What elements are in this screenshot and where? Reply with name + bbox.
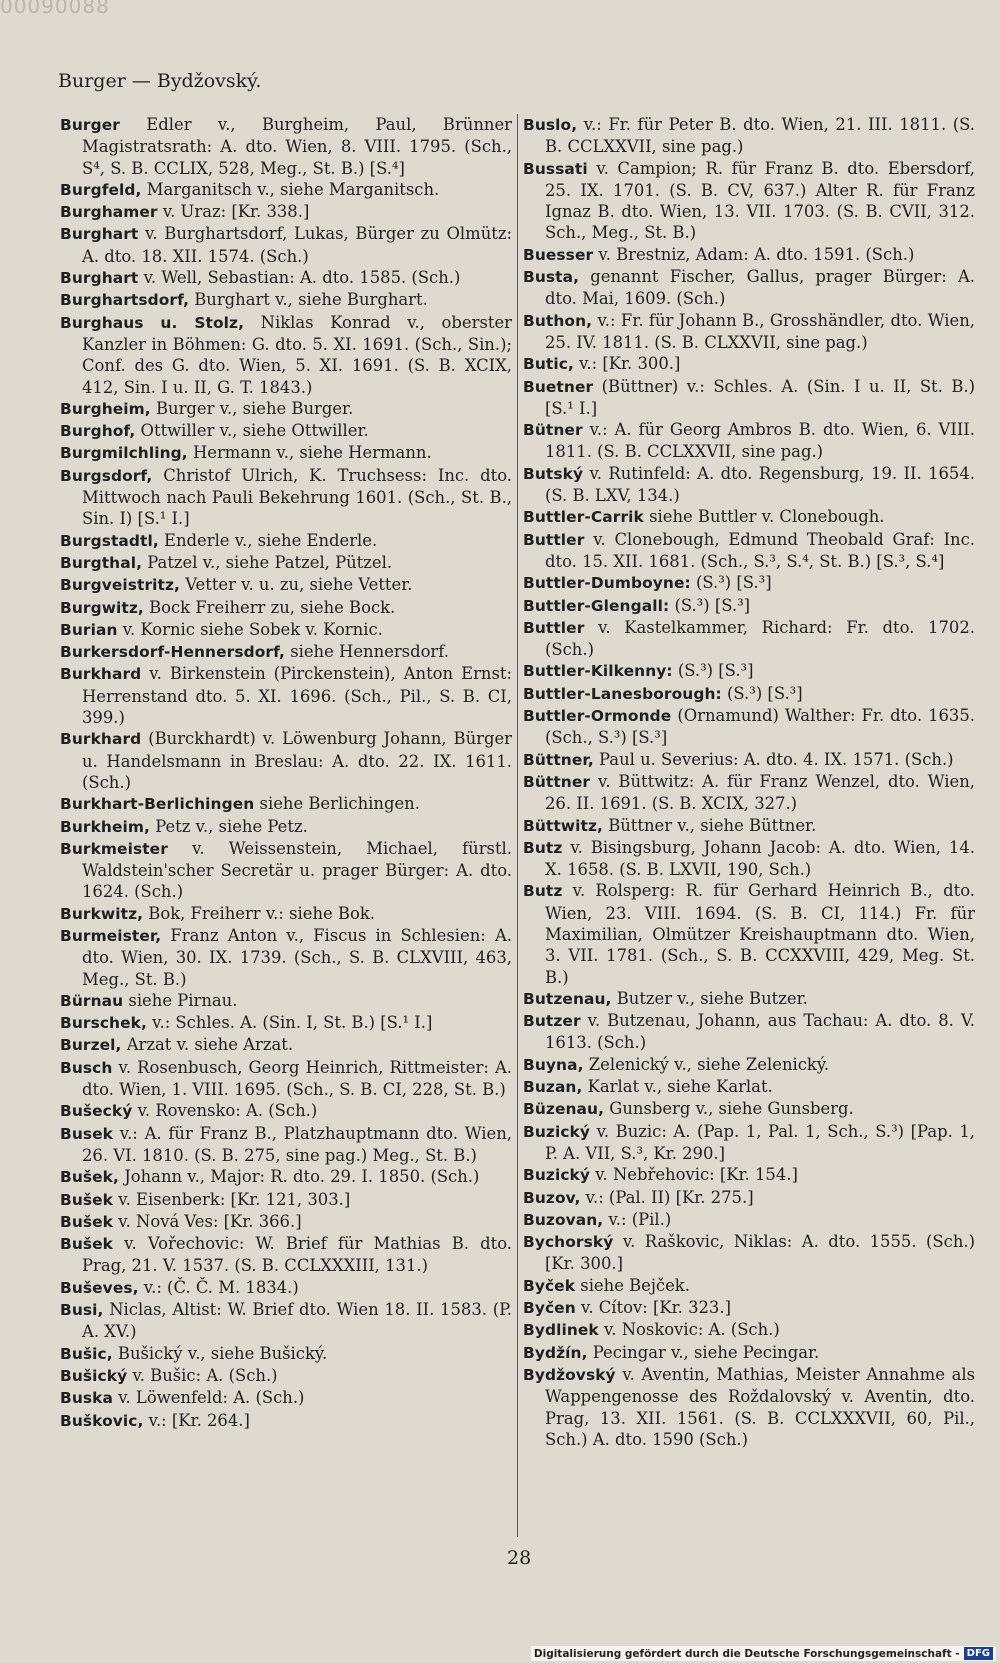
entry-text: v. Kastelkammer, Richard: Fr. dto. 1702. (Sch.)	[545, 617, 975, 660]
entry-headword: Busta,	[523, 268, 580, 287]
entry-text: v. Cítov: [Kr. 323.]	[581, 1298, 731, 1318]
dictionary-entry	[60, 442, 512, 464]
entry-headword: Burmeister,	[60, 926, 162, 945]
entry-headword: Buetner	[523, 377, 594, 396]
entry-headword: Burgthal,	[60, 553, 143, 572]
dictionary-entry	[523, 376, 975, 420]
dictionary-entry	[523, 1098, 975, 1120]
dictionary-entry	[523, 1364, 975, 1450]
dictionary-entry	[523, 660, 975, 682]
entry-headword: Büzenau,	[523, 1100, 605, 1119]
entry-text: (Burckhardt) v. Löwenburg Johann, Bürger u. Handelsmann in Breslau: A. dto. 22. IX. 1611. (Sch.)	[82, 729, 512, 792]
entry-text: Ottwiller v., siehe Ottwiller.	[140, 421, 369, 441]
entry-text: (S.³) [S.³]	[677, 661, 754, 681]
page-number: 28	[507, 1547, 532, 1569]
entry-text: v. Campion; R. für Franz B. dto. Ebersdorf, 25. IX. 1701. (S. B. CV, 637.) Alter R. für Franz Ignaz B. dto. Wien, 13. VII. 1703. (S. B. CVII, 312. Sch., Meg., St. B.)	[545, 158, 975, 243]
dictionary-entry	[523, 1342, 975, 1364]
entry-text: siehe Buttler v. Clonebough.	[649, 507, 885, 527]
entry-text: (S.³) [S.³]	[674, 595, 751, 615]
entry-text: Zelenický v., siehe Zelenický.	[588, 1054, 830, 1074]
entry-headword: Burkmeister	[60, 839, 168, 858]
entry-headword: Bušek	[60, 1190, 114, 1209]
entry-headword: Burghart	[60, 269, 139, 288]
dictionary-entry	[523, 1054, 975, 1076]
entry-headword: Buesser	[523, 245, 594, 264]
entry-text: v. Eisenberk: [Kr. 121, 303.]	[118, 1189, 351, 1209]
entry-text: v. Buzic: A. (Pap. 1, Pal. 1, Sch., S.³) [Pap. 1, P. A. VII, S.³, Kr. 290.]	[545, 1121, 975, 1163]
entry-headword: Butský	[523, 464, 584, 483]
dictionary-entry	[60, 1166, 512, 1188]
entry-headword: Busek	[60, 1124, 114, 1143]
entry-text: siehe Bejček.	[580, 1275, 690, 1295]
dictionary-entry	[60, 641, 512, 663]
dictionary-entry	[523, 463, 975, 507]
entry-text: v. Rosenbusch, Georg Heinrich, Rittmeister: A. dto. Wien, 1. VIII. 1695. (Sch., S. B. CI, 228, St. B.)	[82, 1057, 512, 1100]
entry-headword: Burgwitz,	[60, 598, 144, 617]
entry-headword: Buzický	[523, 1166, 591, 1185]
dictionary-entry	[523, 529, 975, 573]
entry-headword: Burkwitz,	[60, 904, 144, 923]
entry-headword: Buttler-Carrik	[523, 508, 644, 527]
entry-headword: Burkhart-Berlichingen	[60, 795, 255, 814]
entry-text: v. Kornic siehe Sobek v. Kornic.	[122, 619, 383, 639]
entry-headword: Buškovic,	[60, 1411, 144, 1430]
entry-headword: Bušic,	[60, 1344, 113, 1363]
dictionary-entry	[60, 1233, 512, 1277]
dictionary-entry	[523, 244, 975, 266]
entry-headword: Buska	[60, 1389, 113, 1408]
dictionary-entry	[60, 398, 512, 420]
entry-headword: Buttler	[523, 618, 585, 637]
entry-headword: Busi,	[60, 1301, 104, 1320]
dictionary-entry	[523, 749, 975, 771]
entry-text: (Ornamund) Walther: Fr. dto. 1635. (Sch., S.³) [S.³]	[545, 706, 975, 748]
entry-text: (S.³) [S.³]	[727, 683, 803, 703]
entry-headword: Butzer	[523, 1012, 581, 1031]
entry-headword: Buttler-Ormonde	[523, 707, 672, 726]
entry-text: siehe Pirnau.	[128, 990, 238, 1010]
entry-headword: Buslo,	[523, 116, 578, 134]
dictionary-entry	[60, 1365, 512, 1387]
dictionary-entry	[523, 572, 975, 594]
entry-headword: Burzel,	[60, 1036, 122, 1055]
dictionary-entry	[60, 530, 512, 552]
entry-headword: Burger	[60, 116, 120, 134]
entry-headword: Burkhard	[60, 665, 142, 684]
dictionary-entry	[60, 312, 512, 398]
dictionary-entry	[60, 179, 512, 201]
entry-text: v. Well, Sebastian: A. dto. 1585. (Sch.)	[143, 268, 461, 288]
entry-text: Niclas, Altist: W. Brief dto. Wien 18. II. 1583. (P. A. XV.)	[82, 1300, 512, 1342]
dictionary-entry	[523, 1231, 975, 1275]
dictionary-entry	[523, 1121, 975, 1165]
dictionary-entry	[60, 574, 512, 596]
entry-headword: Burkheim,	[60, 817, 150, 836]
entry-headword: Buttler-Dumboyne:	[523, 574, 691, 593]
dictionary-entry	[60, 1410, 512, 1432]
entry-headword: Bussati	[523, 159, 588, 178]
entry-text: v. Bušic: A. (Sch.)	[132, 1365, 278, 1385]
credit-text: Digitalisierung gefördert durch die Deutsche Forschungsgemeinschaft -	[533, 1647, 960, 1660]
entry-text: (Büttner) v.: Schles. A. (Sin. I u. II, St. B.) [S.¹ I.]	[545, 376, 975, 418]
entry-headword: Burkhard	[60, 730, 142, 749]
entry-headword: Buttler-Glengall:	[523, 596, 670, 615]
entry-headword: Burghamer	[60, 203, 158, 222]
entry-text: Patzel v., siehe Patzel, Pützel.	[147, 552, 393, 572]
dictionary-entry	[60, 1034, 512, 1056]
dictionary-entry	[523, 1297, 975, 1319]
dictionary-entry	[523, 683, 975, 705]
entry-headword: Byček	[523, 1276, 576, 1295]
dictionary-entry	[60, 838, 512, 903]
entry-text: v. Aventin, Mathias, Meister Annahme als Wappengenosse des Roždalovský v. Aventin, dto. Prag, 13. XII. 1561. (S. B. CCLXXXVII, 60, Pil., Sch.) A. dto. 1590 (Sch.)	[545, 1364, 975, 1449]
entry-headword: Büttner,	[523, 750, 594, 769]
dictionary-entry	[60, 1211, 512, 1233]
dictionary-entry	[523, 988, 975, 1010]
entry-headword: Butz	[523, 882, 563, 901]
dictionary-entry	[523, 310, 975, 354]
entry-headword: Buyna,	[523, 1055, 584, 1074]
dictionary-entry	[60, 1299, 512, 1343]
entry-text: v. Weissenstein, Michael, fürstl. Waldstein'scher Secretär u. prager Bürger: A. dto. 1624. (Sch.)	[82, 838, 512, 902]
entry-text: Enderle v., siehe Enderle.	[164, 530, 378, 550]
entry-headword: Bydžín,	[523, 1343, 588, 1362]
entry-headword: Burghartsdorf,	[60, 291, 190, 310]
dictionary-entry	[523, 114, 975, 158]
entry-text: Christof Ulrich, K. Truchsess: Inc. dto. Mittwoch nach Pauli Bekehrung 1601. (Sch., St. B., Sin. I) [S.¹ I.]	[82, 465, 512, 529]
digitization-credit	[531, 1646, 996, 1661]
dictionary-entry	[60, 990, 512, 1012]
entry-text: v. Bisingsburg, Johann Jacob: A. dto. Wien, 14. X. 1658. (S. B. LXVII, 190, Sch.)	[545, 837, 976, 880]
entry-headword: Buzovan,	[523, 1210, 604, 1229]
dictionary-entry	[523, 158, 975, 244]
dictionary-entry	[523, 771, 975, 815]
entry-text: siehe Hennersdorf.	[290, 642, 449, 662]
entry-headword: Butic,	[523, 355, 574, 374]
entry-text: Petz v., siehe Petz.	[155, 816, 308, 836]
entry-headword: Butz	[523, 838, 563, 857]
dictionary-entry	[523, 1209, 975, 1231]
entry-headword: Bušek	[60, 1212, 114, 1231]
entry-headword: Buzický	[523, 1122, 591, 1141]
entry-text: v. Nebřehovic: [Kr. 154.]	[595, 1165, 798, 1185]
dictionary-entry	[60, 114, 512, 179]
entry-text: v.: (Pal. II) [Kr. 275.]	[585, 1187, 754, 1207]
dictionary-entry	[60, 1123, 512, 1167]
dictionary-entry	[60, 903, 512, 925]
entry-headword: Busch	[60, 1058, 113, 1077]
scan-id: 00090088	[0, 0, 110, 18]
entry-headword: Burgheim,	[60, 399, 151, 418]
entry-text: Büttner v., siehe Büttner.	[608, 815, 817, 835]
dictionary-entry	[523, 353, 975, 375]
dictionary-entry	[60, 223, 512, 267]
entry-headword: Büttwitz,	[523, 816, 603, 835]
entry-text: v. Rovensko: A. (Sch.)	[137, 1101, 318, 1121]
entry-headword: Burgmilchling,	[60, 444, 188, 463]
entry-text: Hermann v., siehe Hermann.	[192, 443, 432, 463]
entry-headword: Burghof,	[60, 422, 136, 441]
entry-headword: Burkersdorf-Hennersdorf,	[60, 643, 285, 662]
entry-text: Niklas Konrad v., oberster Kanzler in Böhmen: G. dto. 5. XI. 1691. (Sch., Sin.); Conf. des G. dto. Wien, 5. XI. 1691. (S. B. XCIX, 412, Sin. I u. II, G. T. 1843.)	[82, 312, 512, 397]
entry-headword: Bušický	[60, 1366, 128, 1385]
entry-text: v. Löwenfeld: A. (Sch.)	[118, 1388, 305, 1408]
entry-text: Marganitsch v., siehe Marganitsch.	[146, 179, 440, 199]
entry-text: Bušický v., siehe Bušický.	[117, 1343, 328, 1363]
dictionary-entry	[60, 925, 512, 990]
entry-text: v.: (Pil.)	[608, 1209, 672, 1229]
entry-text: Johann v., Major: R. dto. 29. I. 1850. (Sch.)	[124, 1167, 480, 1187]
entry-headword: Bydžovský	[523, 1365, 616, 1384]
dictionary-entry	[523, 1164, 975, 1186]
entry-text: v.: Schles. A. (Sin. I, St. B.) [S.¹ I.]	[152, 1013, 433, 1033]
dictionary-entry	[60, 619, 512, 641]
entry-text: v. Rutinfeld: A. dto. Regensburg, 19. II. 1654. (S. B. LXV, 134.)	[545, 463, 975, 506]
entry-text: Arzat v. siehe Arzat.	[126, 1035, 294, 1055]
dfg-logo: DFG	[964, 1647, 993, 1660]
entry-text: (S.³) [S.³]	[695, 573, 772, 593]
entry-text: Butzer v., siehe Butzer.	[616, 988, 808, 1008]
entry-text: Gunsberg v., siehe Gunsberg.	[609, 1099, 854, 1119]
entry-headword: Bušek,	[60, 1168, 119, 1187]
dictionary-entry	[60, 816, 512, 838]
entry-text: v. Vořechovic: W. Brief für Mathias B. dto. Prag, 21. V. 1537. (S. B. CCLXXXIII, 131.)	[82, 1234, 512, 1276]
entry-headword: Burgstadtl,	[60, 531, 159, 550]
dictionary-entry	[60, 663, 512, 728]
entry-headword: Bürnau	[60, 991, 124, 1010]
dictionary-entry	[60, 1057, 512, 1101]
entry-headword: Byčen	[523, 1299, 576, 1318]
entry-text: v.: A. für Franz B., Platzhauptmann dto. Wien, 26. VI. 1810. (S. B. 275, sine pag.) Meg., St. B.)	[82, 1123, 512, 1165]
entry-text: siehe Berlichingen.	[259, 794, 420, 814]
entry-text: v. Noskovic: A. (Sch.)	[603, 1320, 780, 1340]
entry-text: v. Raškovic, Niklas: A. dto. 1555. (Sch.) [Kr. 300.]	[545, 1232, 975, 1274]
dictionary-entry	[60, 597, 512, 619]
entry-text: Franz Anton v., Fiscus in Schlesien: A. dto. Wien, 30. IX. 1739. (Sch., S. B. CLXVIII, 463, Meg., St. B.)	[82, 925, 512, 989]
entry-headword: Buttler	[523, 530, 585, 549]
page-header: Burger — Bydžovský.	[58, 70, 262, 92]
entry-text: v. Brestniz, Adam: A. dto. 1591. (Sch.)	[598, 244, 915, 264]
dictionary-entry	[60, 1012, 512, 1034]
entry-headword: Bušek	[60, 1235, 114, 1254]
dictionary-entry	[523, 595, 975, 617]
dictionary-entry	[523, 1275, 975, 1297]
column-divider	[517, 114, 518, 1537]
entry-text: v. Clonebough, Edmund Theobald Graf: Inc. dto. 15. XII. 1681. (Sch., S.³, S.⁴, St. B.) [S.³, S.⁴]	[545, 529, 976, 571]
dictionary-entry	[60, 465, 512, 530]
entry-text: v.: (Č. Č. M. 1834.)	[143, 1277, 299, 1297]
entry-headword: Bušecký	[60, 1102, 133, 1121]
entry-headword: Buttler-Lanesborough:	[523, 684, 722, 703]
entry-headword: Burghart	[60, 225, 139, 244]
dictionary-entry	[523, 1187, 975, 1209]
entry-text: v.: [Kr. 264.]	[148, 1410, 250, 1430]
entry-text: v. Butzenau, Johann, aus Tachau: A. dto. 8. V. 1613. (Sch.)	[545, 1011, 975, 1053]
entry-text: v.: [Kr. 300.]	[579, 354, 681, 374]
entry-text: v. Rolsperg: R. für Gerhard Heinrich B., dto. Wien, 23. VIII. 1694. (S. B. CI, 114.) Fr. für Maximilian, Olmützer Kreishauptmann dto. Wien, 3. VII. 1781. (Sch., S. B. CCXXVIII, 429, Meg. St. B.)	[545, 881, 975, 987]
entry-text: Edler v., Burgheim, Paul, Brünner Magistratsrath: A. dto. Wien, 8. VIII. 1795. (Sch., S⁴, S. B. CCLIX, 528, Meg., St. B.) [S.⁴]	[82, 115, 512, 178]
entry-text: Burger v., siehe Burger.	[155, 398, 354, 418]
dictionary-entry	[60, 552, 512, 574]
entry-text: Bock Freiherr zu, siehe Bock.	[149, 597, 396, 617]
entry-headword: Burghaus u. Stolz,	[60, 313, 245, 332]
dictionary-entry	[60, 1277, 512, 1299]
entry-headword: Büttner	[523, 772, 591, 791]
dictionary-entry	[523, 1319, 975, 1341]
entry-text: Pecingar v., siehe Pecingar.	[592, 1342, 820, 1362]
entry-headword: Buševes,	[60, 1278, 139, 1297]
dictionary-entry	[60, 267, 512, 289]
entry-text: Bok, Freiherr v.: siehe Bok.	[148, 903, 375, 923]
dictionary-entry	[523, 617, 975, 661]
dictionary-entry	[523, 506, 975, 528]
dictionary-entry	[523, 880, 975, 987]
entry-headword: Buzov,	[523, 1188, 581, 1207]
entry-headword: Burschek,	[60, 1014, 147, 1033]
entry-text: Burghart v., siehe Burghart.	[194, 290, 428, 310]
dictionary-entry	[60, 728, 512, 793]
dictionary-entry	[523, 1010, 975, 1054]
entry-headword: Burgfeld,	[60, 180, 142, 199]
entry-headword: Bydlinek	[523, 1321, 599, 1340]
entry-headword: Buthon,	[523, 311, 593, 330]
dictionary-entry	[60, 1387, 512, 1409]
dictionary-entry	[523, 815, 975, 837]
dictionary-entry	[60, 1343, 512, 1365]
dictionary-entry	[523, 837, 975, 881]
dictionary-entry	[60, 793, 512, 815]
entry-text: v. Uraz: [Kr. 338.]	[162, 202, 310, 222]
entry-headword: Burian	[60, 620, 118, 639]
entry-text: Karlat v., siehe Karlat.	[587, 1077, 773, 1097]
entry-headword: Buzan,	[523, 1078, 583, 1097]
dictionary-entry	[60, 1189, 512, 1211]
right-column	[523, 114, 975, 1450]
entry-headword: Bychorský	[523, 1233, 614, 1252]
entry-text: v. Nová Ves: [Kr. 366.]	[118, 1211, 302, 1231]
left-column	[60, 114, 512, 1432]
dictionary-entry	[60, 1100, 512, 1122]
dictionary-entry	[60, 201, 512, 223]
dictionary-entry	[60, 289, 512, 311]
entry-headword: Burgsdorf,	[60, 466, 153, 485]
entry-text: v. Birkenstein (Pirckenstein), Anton Ernst: Herrenstand dto. 5. XI. 1696. (Sch., Pil., S. B. CI, 399.)	[82, 664, 512, 728]
entry-text: v. Burghartsdorf, Lukas, Bürger zu Olmütz: A. dto. 18. XII. 1574. (Sch.)	[82, 224, 512, 266]
dictionary-entry	[523, 419, 975, 463]
dictionary-entry	[60, 420, 512, 442]
dictionary-entry	[523, 705, 975, 749]
entry-text: v.: A. für Georg Ambros B. dto. Wien, 6. VIII. 1811. (S. B. CCLXXVII, sine pag.)	[545, 420, 975, 462]
entry-headword: Butzenau,	[523, 989, 612, 1008]
entry-headword: Bütner	[523, 421, 583, 440]
entry-headword: Buttler-Kilkenny:	[523, 662, 673, 681]
entry-text: v.: Fr. für Johann B., Grosshändler, dto. Wien, 25. IV. 1811. (S. B. CLXXVII, sine pag.)	[545, 310, 975, 352]
entry-text: v.: Fr. für Peter B. dto. Wien, 21. III. 1811. (S. B. CCLXXVII, sine pag.)	[545, 115, 975, 157]
entry-text: v. Büttwitz: A. für Franz Wenzel, dto. Wien, 26. II. 1691. (S. B. XCIX, 327.)	[545, 771, 975, 814]
entry-text: Paul u. Severius: A. dto. 4. IX. 1571. (Sch.)	[599, 749, 954, 769]
entry-text: genannt Fischer, Gallus, prager Bürger: A. dto. Mai, 1609. (Sch.)	[545, 267, 975, 309]
dictionary-entry	[523, 1076, 975, 1098]
entry-headword: Burgveistritz,	[60, 576, 180, 595]
dictionary-entry	[523, 266, 975, 310]
entry-text: Vetter v. u. zu, siehe Vetter.	[185, 575, 413, 595]
